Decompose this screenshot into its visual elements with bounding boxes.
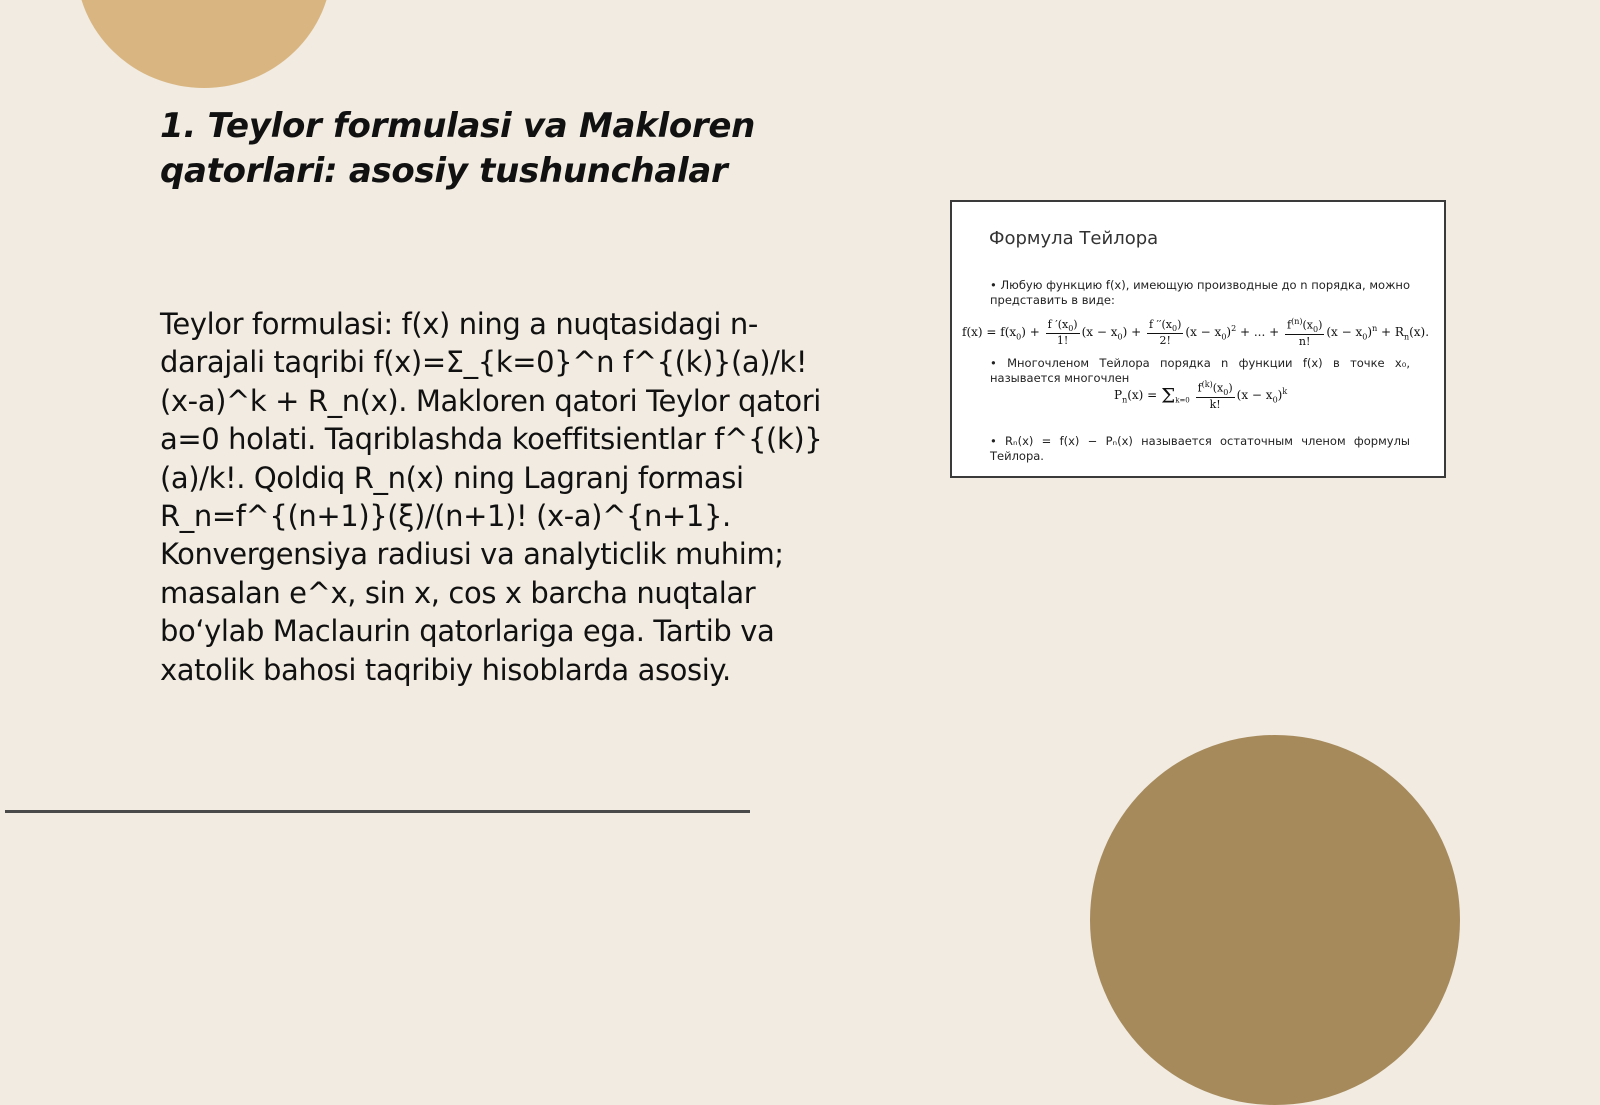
taylor-series-formula: $f(x) = f(x_0)$ + $\frac{f '(x_0)}{1!}$ $(x - x_0)$ + $\frac{f ''(x_0)}{2!}$ $(x - x_0)^2$ + ... + $\frac{f^{(n)}(x_0)}{n!}$ $(x - x_0)^n + R_n(x)$. <box>962 317 1430 348</box>
image-title: Формула Тейлора <box>989 228 1159 249</box>
divider-line <box>5 810 750 813</box>
taylor-polynomial-formula: $P_n(x) = \Sigma_{k=0}$ $\frac{f^{(k)}(x_0)}{k!}$ $(x - x_0)^k$ <box>1114 380 1288 411</box>
image-bullet-2: • Многочленом Тейлора порядка n функции f(x) в точке x₀, называется многочлен <box>990 356 1410 385</box>
image-bullet-3: • Rₙ(x) = f(x) − Pₙ(x) называется остаточным членом формулы Тейлора. <box>990 434 1410 463</box>
slide-title: 1. Teylor formulasi va Makloren qatorlari: asosiy tushunchalar <box>160 106 756 191</box>
slide-body-text: Teylor formulasi: f(x) ning a nuqtasidagi n-darajali taqribi f(x)=Σ_{k=0}^n f^{(k)}(a)/k! (x-a)^k + R_n(x). Makloren qatori Teylor qatori a=0 holati. Taqriblashda koeffitsientlar f^{(k)}(a)/k!. Qoldiq R_n(x) ning Lagranj formasi R_n=f^{(n+1)}(ξ)/(n+1)! (x-a)^{n+1}. Konvergensiya radiusi va analyticlik muhim; masalan e^x, sin x, cos x barcha nuqtalar bo‘ylab Maclaurin qatorlariga ega. Tartib va xatolik bahosi taqribiy hisoblarda asosiy. <box>160 307 823 687</box>
image-bullet-1: • Любую функцию f(x), имеющую производные до n порядка, можно представить в виде: <box>990 278 1410 307</box>
decorative-circle-bottom <box>1090 735 1460 1105</box>
taylor-formula-image <box>950 200 1446 478</box>
decorative-circle-top <box>76 0 332 88</box>
